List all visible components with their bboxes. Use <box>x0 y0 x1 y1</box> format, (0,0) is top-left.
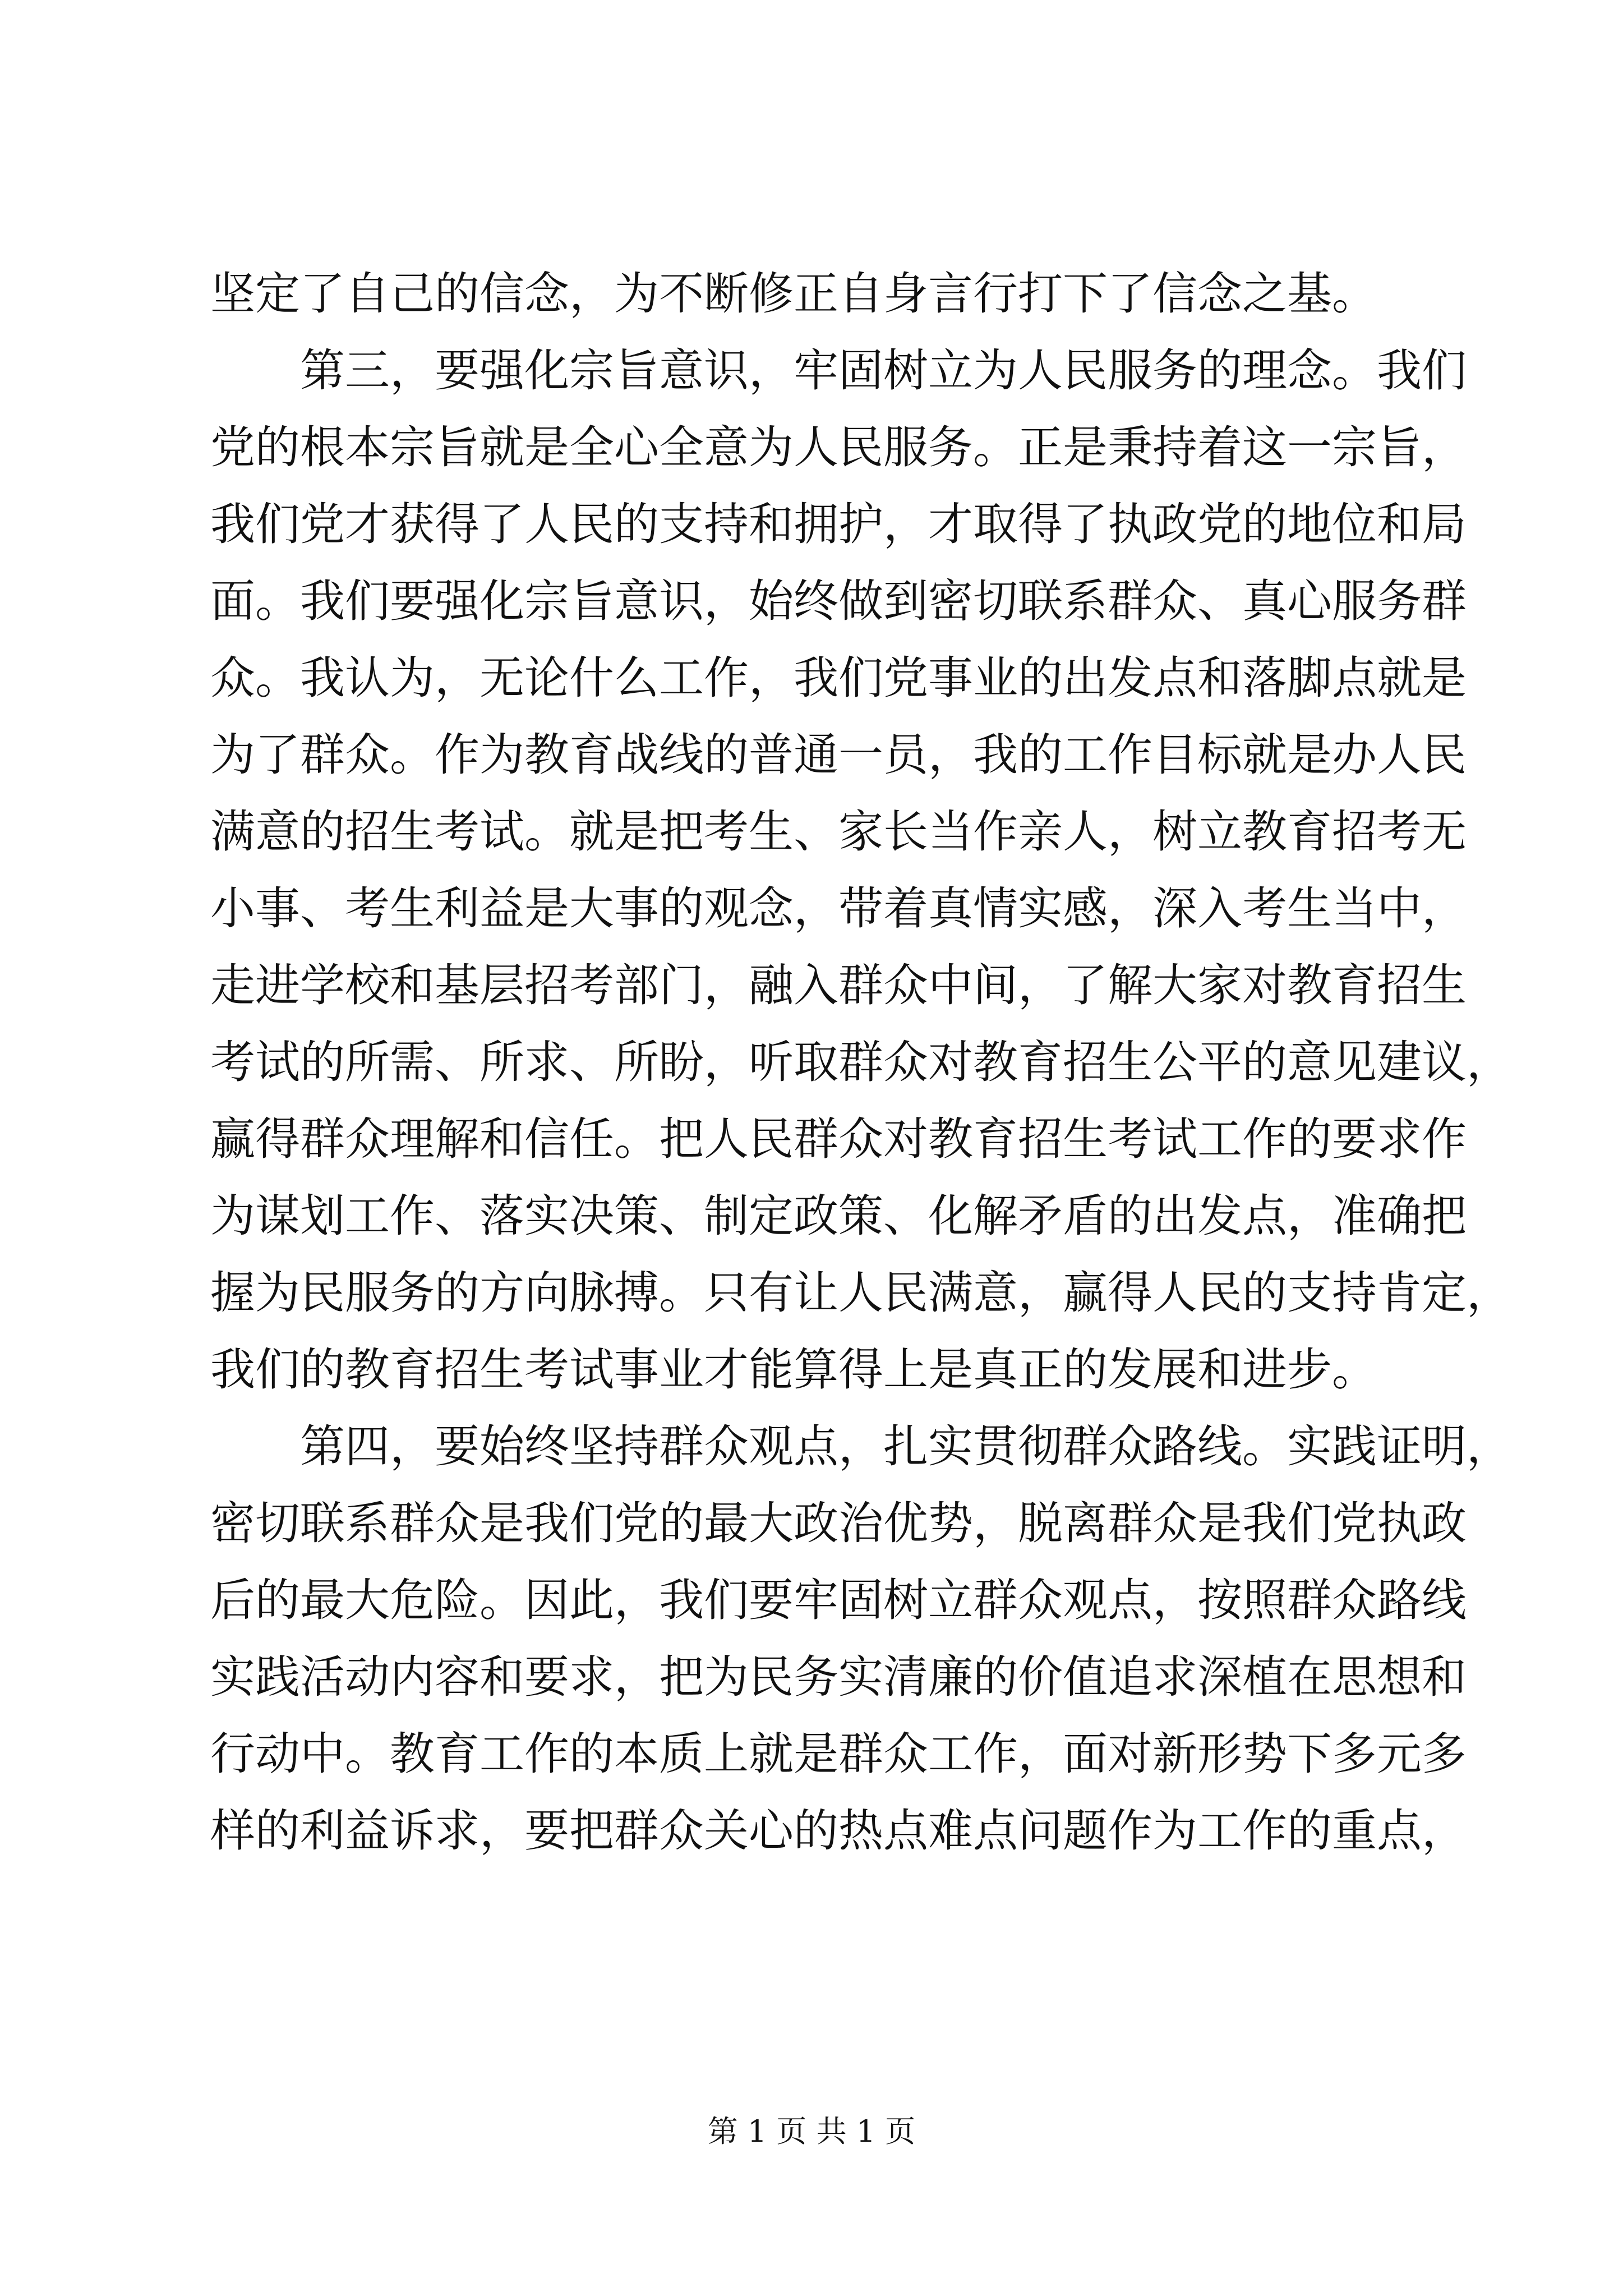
text-line: 满意的招生考试。就是把考生、家长当作亲人，树立教育招考无 <box>210 806 1467 858</box>
text-line: 握为民服务的方向脉搏。只有让人民满意，赢得人民的支持肯定， <box>210 1267 1511 1319</box>
body-text <box>210 255 1511 1869</box>
text-line: 小事、考生利益是大事的观念，带着真情实感，深入考生当中， <box>210 882 1467 935</box>
text-line: 第三，要强化宗旨意识，牢固树立为人民服务的理念。我们 <box>210 344 1467 397</box>
text-line: 我们党才获得了人民的支持和拥护，才取得了执政党的地位和局 <box>210 498 1467 550</box>
text-line: 后的最大危险。因此，我们要牢固树立群众观点，按照群众路线 <box>210 1574 1467 1626</box>
text-line: 党的根本宗旨就是全心全意为人民服务。正是秉持着这一宗旨， <box>210 421 1467 473</box>
text-line: 面。我们要强化宗旨意识，始终做到密切联系群众、真心服务群 <box>210 575 1467 627</box>
text-line: 第四，要始终坚持群众观点，扎实贯彻群众路线。实践证明， <box>210 1420 1511 1473</box>
text-line: 实践活动内容和要求，把为民务实清廉的价值追求深植在思想和 <box>210 1651 1467 1703</box>
text-line: 赢得群众理解和信任。把人民群众对教育招生考试工作的要求作 <box>210 1113 1467 1165</box>
text-line: 行动中。教育工作的本质上就是群众工作，面对新形势下多元多 <box>210 1728 1467 1780</box>
text-line: 为了群众。作为教育战线的普通一员，我的工作目标就是办人民 <box>210 729 1467 781</box>
text-line: 我们的教育招生考试事业才能算得上是真正的发展和进步。 <box>210 1343 1377 1396</box>
text-line: 密切联系群众是我们党的最大政治优势，脱离群众是我们党执政 <box>210 1497 1467 1549</box>
page-footer: 第 1 页 共 1 页 <box>707 2114 916 2149</box>
text-line: 坚定了自己的信念，为不断修正自身言行打下了信念之基。 <box>210 268 1377 320</box>
text-line: 考试的所需、所求、所盼，听取群众对教育招生公平的意见建议， <box>210 1036 1511 1088</box>
text-line: 为谋划工作、落实决策、制定政策、化解矛盾的出发点，准确把 <box>210 1190 1467 1242</box>
text-line: 样的利益诉求，要把群众关心的热点难点问题作为工作的重点， <box>210 1805 1467 1857</box>
text-line: 众。我认为，无论什么工作，我们党事业的出发点和落脚点就是 <box>210 652 1467 704</box>
text-line: 走进学校和基层招考部门，融入群众中间，了解大家对教育招生 <box>210 959 1467 1011</box>
